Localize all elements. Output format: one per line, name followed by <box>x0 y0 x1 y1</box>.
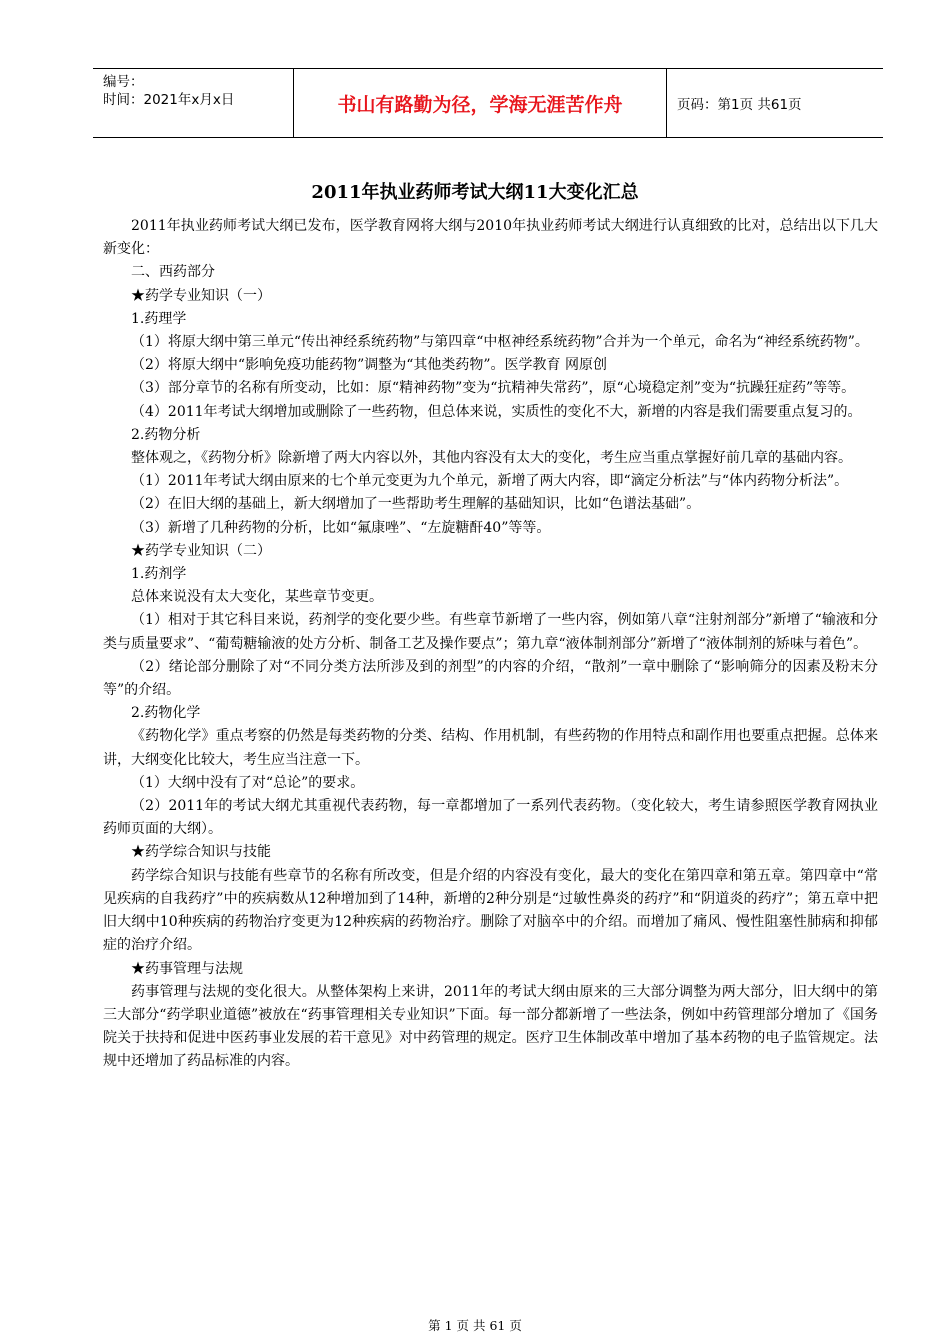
subsection-heading: 1.药理学 <box>131 310 187 327</box>
document-header <box>93 68 883 138</box>
paragraph: （3）新增了几种药物的分析，比如“氟康唑”、“左旋糖酐40”等等。 <box>131 519 551 536</box>
paragraph: （3）部分章节的名称有所变动，比如：原“精神药物”变为“抗精神失常药”，原“心境稳定剂”变为“抗躁狂症药”等等。 <box>131 380 856 397</box>
paragraph: 药学综合知识与技能有些章节的名称有所改变，但是介绍的内容没有变化，最大的变化在第四章和第五章。第四章中“常见疾病的自我药疗”中的疾病数从12种增加到了14种，新增的2种分别是“过敏性鼻炎的药疗”和“阴道炎的药疗”；第五章中把旧大纲中10种疾病的药物治疗变更为12种疾病的药物治疗。删除了对脑卒中的介绍。而增加了痛风、慢性阻塞性肺病和抑郁症的治疗介绍。 <box>103 867 878 954</box>
paragraph: （2）在旧大纲的基础上，新大纲增加了一些帮助考生理解的基础知识，比如“色谱法基础”。 <box>131 496 701 513</box>
number-label: 编号： <box>103 74 144 90</box>
paragraph: （1）大纲中没有了对“总论”的要求。 <box>131 774 365 791</box>
header-page <box>667 69 883 137</box>
section-heading: ★药学综合知识与技能 <box>131 844 271 861</box>
paragraph: 《药物化学》重点考察的仍然是每类药物的分类、结构、作用机制，有些药物的作用特点和副作用也要重点把握。总体来讲，大纲变化比较大，考生应当注意一下。 <box>103 728 878 768</box>
section-heading: ★药事管理与法规 <box>131 960 243 977</box>
time-label: 时间：2021年x月x日 <box>103 92 235 108</box>
header-meta <box>93 69 294 137</box>
paragraph: （1）2011年考试大纲由原来的七个单元变更为九个单元，新增了两大内容，即“滴定分析法”与“体内药物分析法”。 <box>131 473 849 490</box>
page-footer: 第 1 页 共 61 页 <box>428 1318 522 1333</box>
motto-text: 书山有路勤为径，学海无涯苦作舟 <box>337 93 623 116</box>
paragraph: （1）将原大纲中第三单元“传出神经系统药物”与第四章“中枢神经系统药物”合并为一个单元，命名为“神经系统药物”。 <box>131 334 869 351</box>
subsection-heading: 2.药物分析 <box>131 426 201 443</box>
paragraph: （1）相对于其它科目来说，药剂学的变化要少些。有些章节新增了一些内容，例如第八章“注射剂部分”新增了“输液和分类与质量要求”、“葡萄糖输液的处方分析、制备工艺及操作要点”；第九章“液体制剂部分”新增了“液体制剂的矫味与着色”。 <box>103 612 878 652</box>
section-heading: ★药学专业知识（一） <box>131 287 271 304</box>
subsection-heading: 1.药剂学 <box>131 566 187 583</box>
section-heading: ★药学专业知识（二） <box>131 542 271 559</box>
page-label: 页码：第1页 共61页 <box>677 97 802 113</box>
paragraph: （2）将原大纲中“影响免疫功能药物”调整为“其他类药物”。医学教育 网原创 <box>131 357 607 374</box>
paragraph: （4）2011年考试大纲增加或删除了一些药物，但总体来说，实质性的变化不大，新增的内容是我们需要重点复习的。 <box>131 403 862 420</box>
document-title: 2011年执业药师考试大纲11大变化汇总 <box>311 182 639 203</box>
paragraph: 总体来说没有太大变化，某些章节变更。 <box>131 589 383 606</box>
paragraph: 药事管理与法规的变化很大。从整体架构上来讲，2011年的考试大纲由原来的三大部分调整为两大部分，旧大纲中的第三大部分“药学职业道德”被放在“药事管理相关专业知识”下面。每一部分都新增了一些法条，例如中药管理部分增加了《国务院关于扶持和促进中医药事业发展的若干意见》对中药管理的规定。医疗卫生体制改革中增加了基本药物的电子监管规定。法规中还增加了药品标准的内容。 <box>103 983 878 1070</box>
paragraph: （2）绪论部分删除了对“不同分类方法所涉及到的剂型”的内容的介绍，“散剂”一章中删除了“影响筛分的因素及粉末分等”的介绍。 <box>103 658 878 699</box>
paragraph: 整体观之，《药物分析》除新增了两大内容以外，其他内容没有太大的变化，考生应当重点掌握好前几章的基础内容。 <box>131 450 852 467</box>
paragraph: 2011年执业药师考试大纲已发布，医学教育网将大纲与2010年执业药师考试大纲进行认真细致的比对，总结出以下几大新变化： <box>103 218 878 258</box>
section-heading: 二、西药部分 <box>131 264 215 281</box>
header-motto <box>294 69 667 137</box>
document-body <box>103 215 878 1074</box>
paragraph: （2）2011年的考试大纲尤其重视代表药物，每一章都增加了一系列代表药物。（变化较大，考生请参照医学教育网执业药师页面的大纲）。 <box>103 798 878 838</box>
subsection-heading: 2.药物化学 <box>131 705 201 722</box>
